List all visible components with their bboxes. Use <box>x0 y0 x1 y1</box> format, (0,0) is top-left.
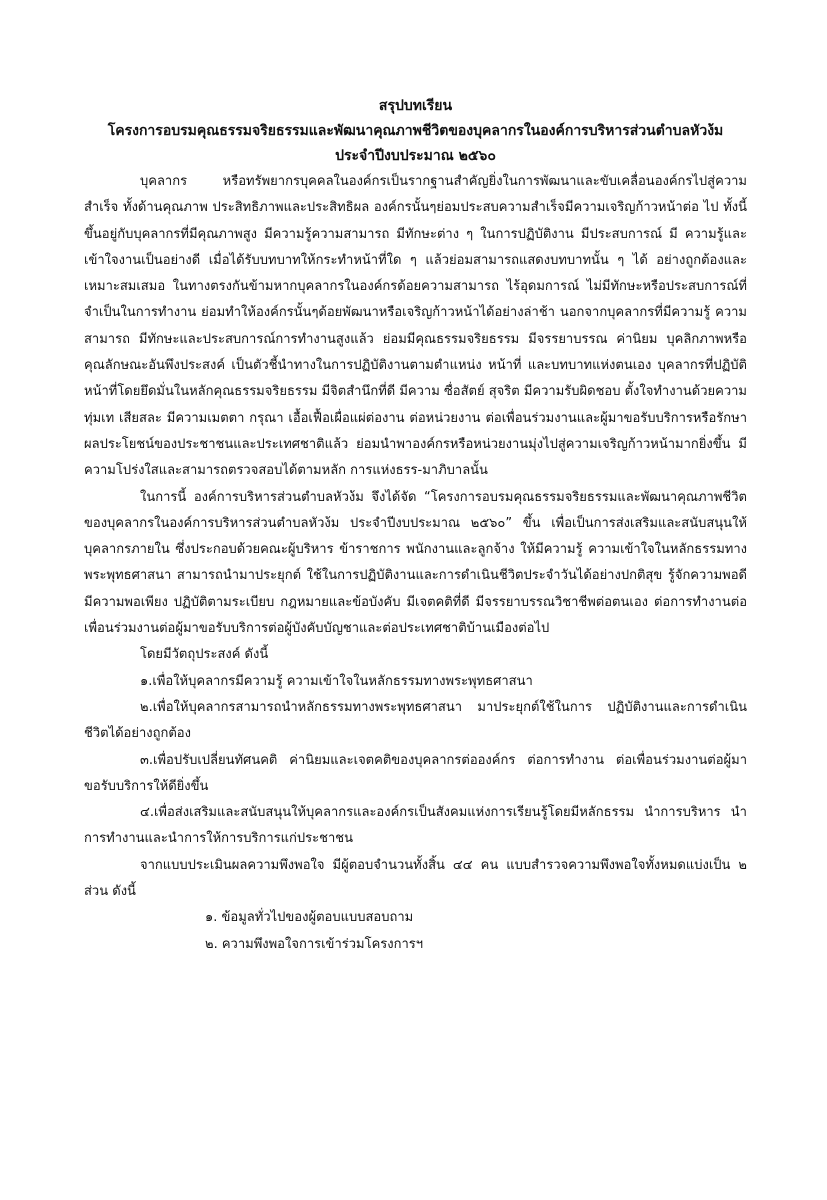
project-paragraph: ในการนี้ องค์การบริหารส่วนตำบลหัวง้ม จึงได้จัด “โครงการอบรมคุณธรรมจริยธรรมและพัฒนาคุณภาพชีวิตของบุคลากรในองค์การบริหารส่วนตำบลหัวง้ม ประจำปีงบประมาณ ๒๕๖๐” ขึ้น เพื่อเป็นการส่งเสริมและสนับสนุนให้บุคลากรภายใน ซึ่งประกอบด้วยคณะผู้บริหาร ข้าราชการ พนักงานและลูกจ้าง ให้มีความรู้ ความเข้าใจในหลักธรรมทางพระพุทธศาสนา สามารถนำมาประยุกต์ ใช้ในการปฏิบัติงานและการดำเนินชีวิตประจำวันได้อย่างปกติสุข รู้จักความพอดีมีความพอเพียง ปฏิบัติตามระเบียบ กฎหมายและข้อบังคับ มีเจตคติที่ดี มีจรรยาบรรณวิชาชีพต่อตนเอง ต่อการทำงานต่อเพื่อนร่วมงานต่อผู้มาขอรับบริการต่อผู้บังคับบัญชาและต่อประเทศชาติบ้านเมืองต่อไป <box>84 489 747 637</box>
objective-item: ๔.เพื่อส่งเสริมและสนับสนุนให้บุคลากรและองค์กรเป็นสังคมแห่งการเรียนรู้โดยมีหลักธรรม นำการบริหาร นำการทำงานและนำการให้การบริการแก่ประชาชน <box>84 805 747 847</box>
objective-item: ๓.เพื่อปรับเปลี่ยนทัศนคติ ค่านิยมและเจตคติของบุคลากรต่อองค์กร ต่อการทำงาน ต่อเพื่อนร่วมงานต่อผู้มาขอรับบริการให้ดียิ่งขึ้น <box>84 752 747 794</box>
objectives-intro: โดยมีวัตถุประสงค์ ดังนี้ <box>140 647 269 663</box>
survey-summary: จากแบบประเมินผลความพึงพอใจ มีผู้ตอบจำนวนทั้งสิ้น ๔๔ คน แบบสำรวจความพึงพอใจทั้งหมดแบ่งเป็น ๒ ส่วน ดังนี้ <box>84 857 747 900</box>
objective-item: ๑.เพื่อให้บุคลากรมีความรู้ ความเข้าใจในหลักธรรมทางพระพุทธศาสนา <box>140 673 533 689</box>
project-title: โครงการอบรมคุณธรรมจริยธรรมและพัฒนาคุณภาพชีวิตของบุคลากรในองค์การบริหารส่วนตำบลหัวง้ม <box>107 123 724 139</box>
document-heading: สรุปบทเรียน <box>378 98 453 114</box>
fiscal-year-title: ประจำปีงบประมาณ ๒๕๖๐ <box>335 148 496 164</box>
survey-part-item: ๑. ข้อมูลทั่วไปของผู้ตอบแบบสอบถาม <box>205 910 414 926</box>
survey-part-item: ๒. ความพึงพอใจการเข้าร่วมโครงการฯ <box>205 936 424 952</box>
objective-item: ๒.เพื่อให้บุคลากรสามารถนำหลักธรรมทางพระพุทธศาสนา มาประยุกต์ใช้ในการ ปฏิบัติงานและการดำเนินชีวิตได้อย่างถูกต้อง <box>84 699 747 742</box>
intro-paragraph: บุคลากร หรือทรัพยากรบุคคลในองค์กรเป็นรากฐานสำคัญยิ่งในการพัฒนาและขับเคลื่อนองค์กรไปสู่ความสำเร็จ ทั้งด้านคุณภาพ ประสิทธิภาพและประสิทธิผล องค์กรนั้นๆย่อมประสบความสำเร็จมีความเจริญก้าวหน้าต่อ ไป ทั้งนี้ขึ้นอยู่กับบุคลากรที่มีคุณภาพสูง มีความรู้ความสามารถ มีทักษะต่าง ๆ ในการปฏิบัติงาน มีประสบการณ์ มี ความรู้และเข้าใจงานเป็นอย่างดี เมื่อได้รับบทบาทให้กระทำหน้าที่ใด ๆ แล้วย่อมสามารถแสดงบทบาทนั้น ๆ ได้ อย่างถูกต้องและเหมาะสมเสมอ ในทางตรงกันข้ามหากบุคลากรในองค์กรด้อยความสามารถ ไร้อุดมการณ์ ไม่มีทักษะหรือประสบการณ์ที่จำเป็นในการทำงาน ย่อมทำให้องค์กรนั้นๆด้อยพัฒนาหรือเจริญก้าวหน้าได้อย่างล่าช้า นอกจากบุคลากรที่มีความรู้ ความสามารถ มีทักษะและประสบการณ์การทำงานสูงแล้ว ย่อมมีคุณธรรมจริยธรรม มีจรรยาบรรณ ค่านิยม บุคลิกภาพหรือคุณลักษณะอันพึงประสงค์ เป็นตัวชี้นำทางในการปฏิบัติงานตามตำแหน่ง หน้าที่ และบทบาทแห่งตนเอง บุคลากรที่ปฏิบัติหน้าที่โดยยึดมั่นในหลักคุณธรรมจริยธรรม มีจิตสำนึกที่ดี มีความ ซื่อสัตย์ สุจริต มีความรับผิดชอบ ตั้งใจทำงานด้วยความทุ่มเท เสียสละ มีความเมตตา กรุณา เอื้อเฟื้อเผื่อแผ่ต่องาน ต่อหน่วยงาน ต่อเพื่อนร่วมงานและผู้มาขอรับบริการหรือรักษาผลประโยชน์ของประชาชนและประเทศชาติแล้ว ย่อมนำพาองค์กรหรือหน่วยงานมุ่งไปสู่ความเจริญก้าวหน้ามากยิ่งขึ้น มีความโปร่งใสและสามารถตรวจสอบได้ตามหลัก การแห่งธรร-มาภิบาลนั้น <box>84 174 747 479</box>
